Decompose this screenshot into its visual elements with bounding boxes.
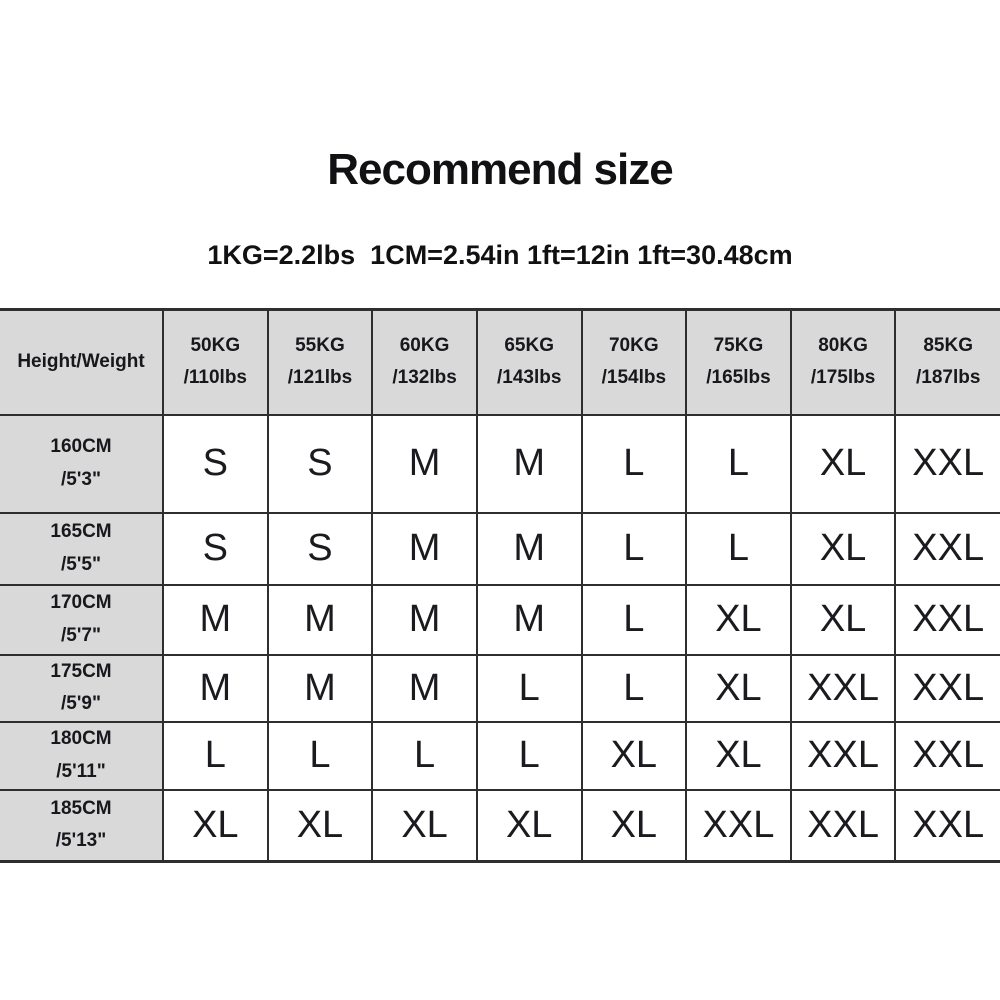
size-cell: L [163,722,268,790]
size-cell: XL [791,585,896,655]
size-cell: S [268,513,373,585]
column-header-line: 75KG [713,334,764,356]
conversion-note: 1KG=2.2lbs 1CM=2.54in 1ft=12in 1ft=30.48cm [207,240,793,270]
row-header-175cm [0,655,163,722]
row-header-185cm [0,790,163,862]
size-cell: XL [372,790,477,862]
size-cell: XL [477,790,582,862]
column-header-line: /121lbs [287,367,353,389]
column-header-80kg [791,310,896,415]
row-header-line: /5'3" [61,468,101,490]
column-header-line: 70KG [608,334,659,356]
size-cell: XXL [895,655,1000,722]
row-header-line: 175CM [50,660,112,682]
size-cell: M [477,415,582,513]
table-row-175cm [0,655,1000,722]
row-header-line: 160CM [50,436,112,458]
row-header-line: /5'11" [56,760,106,782]
column-header-65kg [477,310,582,415]
size-cell: L [582,655,687,722]
size-cell: M [268,585,373,655]
size-cell: M [372,415,477,513]
row-header-line: 180CM [50,728,112,750]
row-header-line: /5'5" [61,553,101,575]
size-cell: L [372,722,477,790]
size-cell: XXL [686,790,791,862]
size-cell: XL [686,722,791,790]
column-header-75kg [686,310,791,415]
row-header-line: 165CM [50,521,112,543]
size-cell: L [582,585,687,655]
row-header-line: 170CM [50,592,112,614]
size-cell: M [372,585,477,655]
size-cell: L [477,655,582,722]
size-cell: L [582,513,687,585]
size-cell: M [163,585,268,655]
size-cell: XL [791,415,896,513]
size-cell: S [163,513,268,585]
size-cell: M [372,513,477,585]
column-header-line: /187lbs [915,367,981,389]
corner-header [0,310,163,415]
size-cell: L [477,722,582,790]
size-cell: XL [268,790,373,862]
size-cell: XL [582,722,687,790]
column-header-line: /110lbs [183,367,247,389]
size-cell: XXL [895,415,1000,513]
size-cell: XL [686,655,791,722]
size-cell: M [477,585,582,655]
size-cell: L [268,722,373,790]
column-header-line: /154lbs [601,367,667,389]
row-header-line: /5'13" [55,830,107,852]
table-row-170cm [0,585,1000,655]
size-cell: M [268,655,373,722]
column-header-85kg [895,310,1000,415]
row-header-165cm [0,513,163,585]
size-cell: XXL [791,722,896,790]
column-header-line: /143lbs [496,367,562,389]
table-row-185cm [0,790,1000,862]
table-row-165cm [0,513,1000,585]
row-header-line: /5'9" [61,693,101,714]
size-cell: L [582,415,687,513]
size-cell: M [163,655,268,722]
size-cell: XXL [895,790,1000,862]
corner-header-label: Height/Weight [17,351,145,373]
header-area [0,0,1000,269]
size-cell: S [268,415,373,513]
column-header-line: /175lbs [810,367,876,389]
size-cell: XXL [895,513,1000,585]
column-header-70kg [582,310,687,415]
size-cell: XXL [895,585,1000,655]
column-header-line: 55KG [295,334,345,356]
size-table [0,308,1000,863]
size-cell: L [686,415,791,513]
column-header-line: /165lbs [706,367,771,389]
column-header-line: 85KG [923,334,973,356]
size-cell: XL [791,513,896,585]
row-header-170cm [0,585,163,655]
size-cell: XL [582,790,687,862]
table-row-160cm [0,415,1000,513]
size-cell: XXL [791,790,896,862]
size-cell: M [372,655,477,722]
column-header-60kg [372,310,477,415]
column-header-55kg [268,310,373,415]
size-cell: L [686,513,791,585]
row-header-line: 185CM [50,797,112,819]
column-header-line: /132lbs [392,367,457,389]
column-header-line: 60KG [399,334,450,356]
row-header-160cm [0,415,163,513]
column-header-line: 50KG [190,334,241,356]
table-row-180cm [0,722,1000,790]
row-header-180cm [0,722,163,790]
table-header-row [0,310,1000,415]
row-header-line: /5'7" [61,624,101,646]
size-cell: XXL [895,722,1000,790]
size-cell: XL [163,790,268,862]
column-header-line: 65KG [504,334,554,356]
column-header-line: 80KG [818,334,868,356]
page-title: Recommend size [327,145,673,194]
size-cell: S [163,415,268,513]
column-header-50kg [163,310,268,415]
size-cell: XL [686,585,791,655]
size-cell: M [477,513,582,585]
size-cell: XXL [791,655,896,722]
